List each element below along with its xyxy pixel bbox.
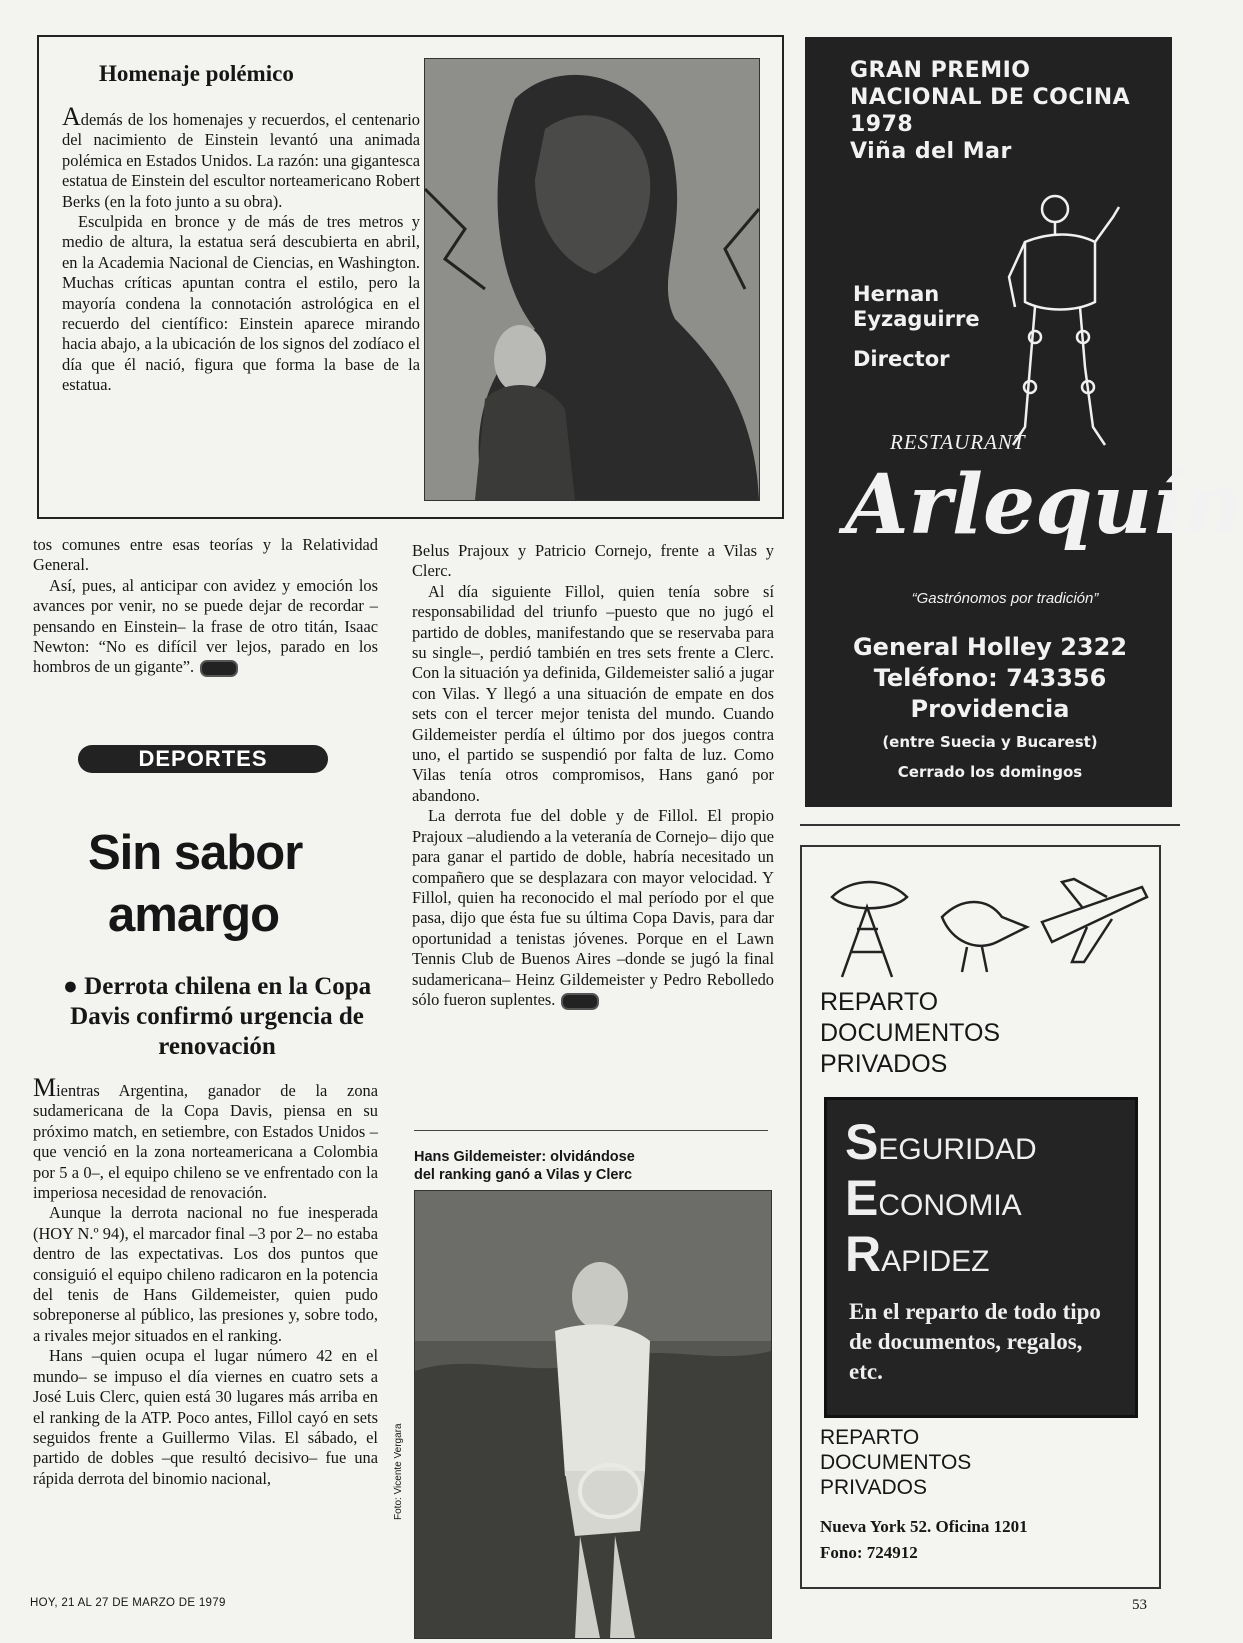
ser-heading-2: DOCUMENTOS [820,1019,1001,1047]
sports-paragraph-1: ientras Argentina, ganador de la zona sudamericana de la Copa Davis, piensa en su próximo match, en setiembre, con Estados Unidos –que venció en la zona norteamericana a Colombia por 5 a 0–, el equipo chileno se ve enfrentado con la imperiosa necesidad de renovación. [33,1081,378,1203]
ad-award-city: Viña del Mar [850,139,1012,164]
ad-divider [800,824,1180,826]
ser-delivery-ad [800,845,1161,1589]
photo-divider [414,1130,768,1131]
ad-director-title: Director [853,347,950,371]
transport-icons [812,867,1152,982]
gildemeister-photo [414,1190,772,1639]
statue-image [425,59,759,500]
copa-davis-article-col2 [412,541,774,1010]
ser-heading-1: REPARTO [820,988,939,1016]
einstein-statue-photo [424,58,760,501]
ad-phone: Teléfono: 743356 [873,664,1107,692]
ad-award-line-1: GRAN PREMIO [850,58,1031,83]
ser-tagline: En el reparto de todo tipo de documentos, regalos, etc. [849,1299,1101,1384]
homenaje-text [62,102,420,396]
ser-footer-3: PRIVADOS [820,1476,927,1499]
col2-paragraph-2: Al día siguiente Fillol, quien tenía sobre sí responsabilidad del triunfo –puesto que no jugó el partido de dobles, manifestando que se reservaba para su single–, perdió también en tres sets frente a Clerc. Con la situación ya definida, Gildemeister salió a jugar con Vilas. Y llegó a una situación de empate en dos sets con el tercer mejor tenista del mundo. Cuando Gildemeister perdía el último por dos juegos contra uno, el partido se suspendió por falta de luz. Como Vilas tenía otros compromisos, Hans ganó por abandono. [412,581,774,805]
sports-paragraph-2: Aunque la derrota nacional no fue inesperada (HOY N.º 94), el marcador final –3 por 2– no estaba dentro de las expectativas. Los dos puntos que consiguió el equipo chileno radicaron en la potencia del tenis de Hans Gildemeister, quien pudo sobreponerse al público, las presiones y, sobre todo, a rivales mejor situados en el ranking. [33,1203,378,1345]
deportes-section-label: DEPORTES [78,745,328,773]
ser-heading-3: PRIVADOS [820,1050,948,1078]
ad-restaurant-label: RESTAURANT [890,430,1026,454]
continuation-paragraph-1: tos comunes entre esas teorías y la Relatividad General. [33,535,378,575]
ser-address: Nueva York 52. Oficina 1201 [820,1517,1028,1536]
sports-headline: Sin sabor amargo [88,826,303,942]
harlequin-drawing-icon [995,187,1125,457]
copa-davis-article-col1 [33,1073,378,1489]
issue-date: HOY, 21 AL 27 DE MARZO DE 1979 [30,1597,226,1609]
ser-rapidez: RAPIDEZ [845,1226,990,1282]
homenaje-paragraph-1: demás de los homenajes y recuerdos, el centenario del nacimiento de Einstein levantó una animada polémica en Estados Unidos. La razón: una gigantesca estatua de Einstein del escultor norteamericano Robert Berks (en la foto junto a su obra). [62,110,420,211]
ad-award-line-2: NACIONAL DE COCINA [850,85,1131,110]
ser-inner-box [824,1097,1138,1418]
sports-subhead: ● Derrota chilena en la Copa Davis confirmó urgencia de renovación [62,973,372,1060]
end-of-article-mark-2 [561,993,599,1010]
ad-restaurant-name: Arlequín [845,457,1243,553]
end-of-article-mark [200,660,238,677]
ad-between: (entre Suecia y Bucarest) [882,733,1098,751]
homenaje-paragraph-2: Esculpida en bronce y de más de tres metros y medio de altura, la estatua será descubierta en abril, en la Academia Nacional de Ciencias, en Washington. Muchas críticas apuntan contra el estilo, pero la mayoría condena la connotación astrológica en el recuerdo del científico: Einstein aparece mirando hacia abajo, a la ubicación de los signos del zodíaco el día que él nació, figura que forma la base de la estatua. [62,212,420,395]
einstein-article-continuation [33,535,378,678]
ser-footer-2: DOCUMENTOS [820,1451,972,1474]
continuation-paragraph-2: Así, pues, al anticipar con avidez y emoción los avances por venir, no se puede dejar de recordar –pensando en Einstein– la frase de otro titán, Isaac Newton: “No es difícil ver lejos, parado en los hombros de un gigante”. [33,575,378,677]
photo-caption: Hans Gildemeister: olvidándose del ranking ganó a Vilas y Clerc [414,1149,635,1183]
ser-seguridad: SEGURIDAD [845,1114,1037,1170]
tennis-player-image [415,1191,771,1638]
homenaje-title: Homenaje polémico [99,61,294,86]
col2-paragraph-3: La derrota fue del doble y de Fillol. El propio Prajoux –aludiendo a la veteranía de Cornejo– dijo que para ganar el partido de doble, habría necesitado un compañero que se desplazara con mayor velocidad. Y Fillol, quien ha reconocido el mal período por el que pasa, dijo que ésta fue su última Copa Davis, para dar oportunidad a tenistas jóvenes. Porque en el Lawn Tennis Club de Buenos Aires –donde se jugó la final sudamericana– Heinz Gildemeister y Pedro Rebolledo sólo fueron suplentes. [412,806,774,1009]
ad-director-name-2: Eyzaguirre [853,307,980,331]
page-number: 53 [1132,1597,1147,1613]
ser-phone: Fono: 724912 [820,1543,918,1562]
homenaje-dropcap: A [62,102,81,131]
photo-credit: Foto: Vicente Vergara [393,1423,404,1520]
bullet-icon: ● [62,973,78,1000]
arlequin-restaurant-ad [805,37,1243,807]
ad-award-year: 1978 [850,112,914,137]
ad-address: General Holley 2322 [852,633,1128,661]
ser-economia: ECONOMIA [845,1170,1022,1226]
ad-closed: Cerrado los domingos [897,763,1083,781]
ser-footer-1: REPARTO [820,1426,920,1449]
sports-dropcap: M [33,1073,57,1102]
sports-paragraph-3: Hans –quien ocupa el lugar número 42 en el mundo– se impuso el día viernes en cuatro sets a José Luis Clerc, quien está 30 lugares más arriba en el ranking de la ATP. Poco antes, Fillol cayó en sets seguidos frente a Guillermo Vilas. El sábado, el partido de dobles –que resultó decisivo– fue una rápida derrota del binomio nacional, [33,1346,378,1488]
col2-paragraph-1: Belus Prajoux y Patricio Cornejo, frente a Vilas y Clerc. [412,541,774,581]
ad-slogan: “Gastrónomos por tradición” [911,590,1099,607]
ad-city: Providencia [910,695,1070,723]
ad-director-name-1: Hernan [853,282,940,306]
homenaje-box [37,35,784,519]
